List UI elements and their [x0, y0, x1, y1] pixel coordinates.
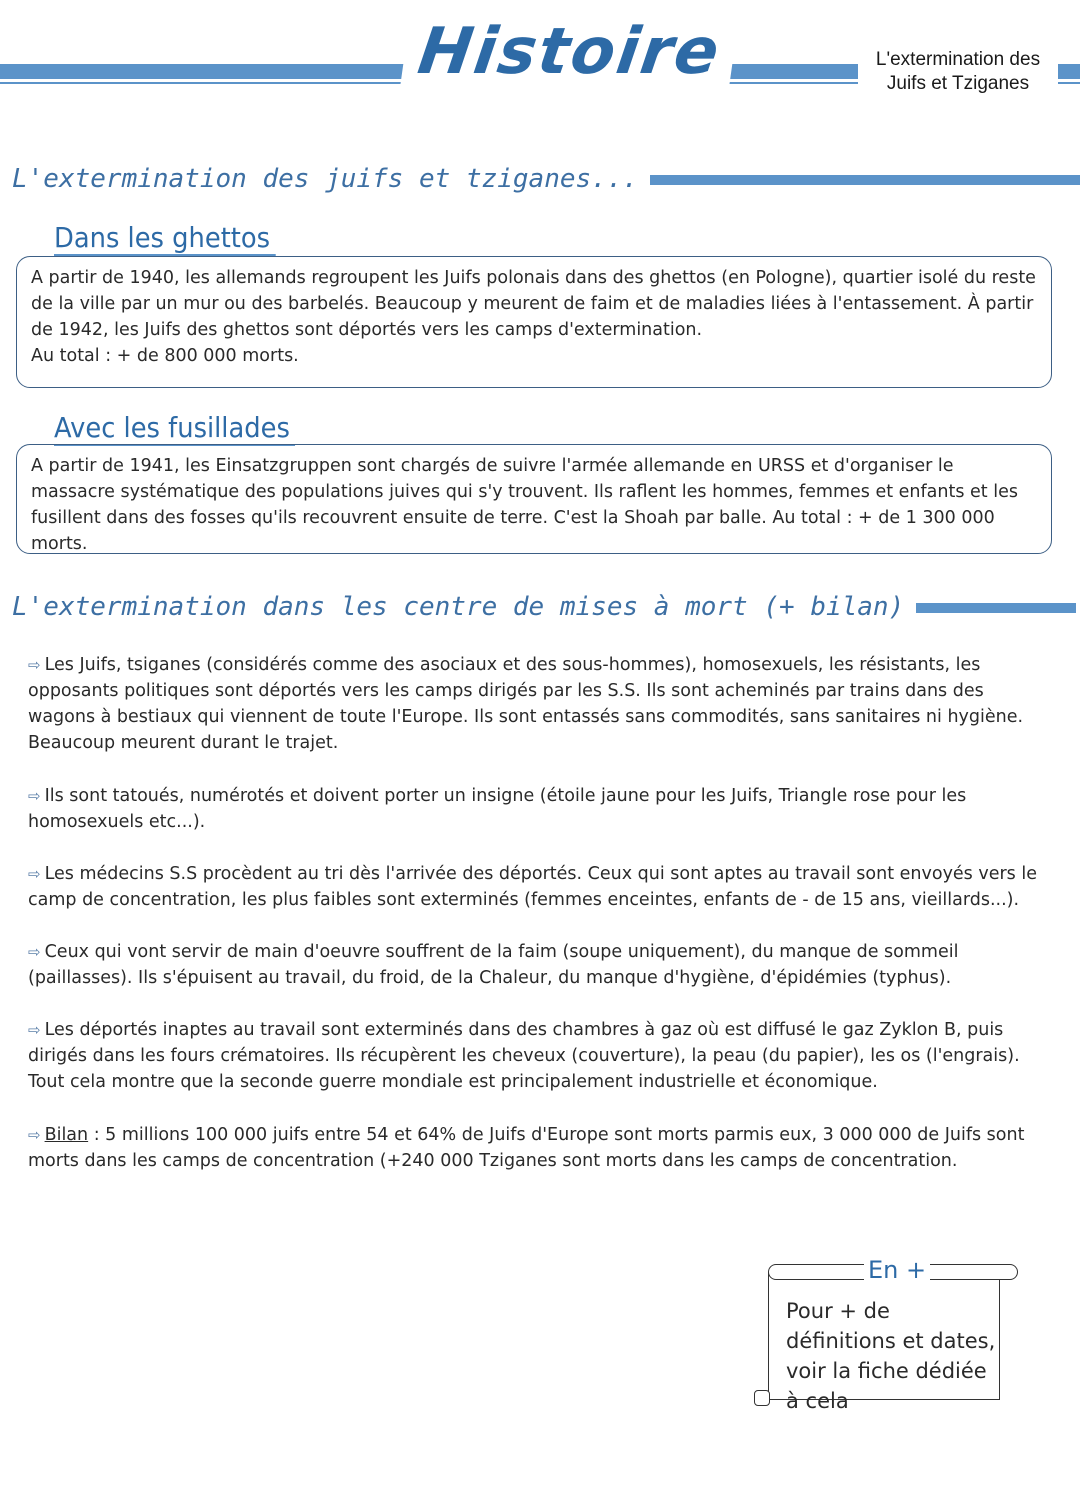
- arrow-icon: ⇨: [28, 1126, 41, 1144]
- ghettos-text: A partir de 1940, les allemands regroupent les Juifs polonais dans des ghettos (en Pologne), quartier isolé du reste de la ville par un mur ou des barbelés. Beaucoup y meurent de faim et de maladies liées à l'entassement. À partir de 1942, les Juifs des ghettos sont déportés vers les camps d'extermination.: [31, 268, 1036, 340]
- paragraph-main-oeuvre-text: Ceux qui vont servir de main d'oeuvre souffrent de la faim (soupe uniquement), du manque de sommeil (paillasses). Ils s'épuisent au travail, du froid, de la Chaleur, du manque d'hygiène, d'épidémies (typhus).: [28, 942, 959, 988]
- bilan-text: : 5 millions 100 000 juifs entre 54 et 64% de Juifs d'Europe sont morts parmis eux, 3 000 000 de Juifs sont morts dans les camps de concentration (+240 000 Tziganes sont morts dans les camps de concentration.: [28, 1125, 1025, 1171]
- section-heading-2-text: L'extermination dans les centre de mises à mort (+ bilan): [12, 592, 905, 622]
- ghettos-box: [16, 256, 1052, 388]
- arrow-icon: ⇨: [28, 943, 41, 961]
- arrow-icon: ⇨: [28, 865, 41, 883]
- scroll-curl-icon: [754, 1390, 770, 1406]
- arrow-icon: ⇨: [28, 656, 41, 674]
- paragraph-main-oeuvre: [28, 939, 1048, 991]
- paragraph-bilan: [28, 1122, 1048, 1174]
- section-heading-1-rule: [650, 175, 1080, 185]
- section-heading-1-text: L'extermination des juifs et tziganes...: [12, 164, 639, 194]
- paragraph-deportation: [28, 652, 1048, 756]
- paragraph-deportation-text: Les Juifs, tsiganes (considérés comme des asociaux et des sous-hommes), homosexuels, les résistants, les opposants politiques sont déportés vers les camps dirigés par les S.S. Ils sont acheminés par trains dans des wagons à bestiaux qui viennent de toute l'Europe. Ils sont entassés sans commodités, sans sanitaires ni hygiène. Beaucoup meurent durant le trajet.: [28, 655, 1024, 753]
- section-heading-2: [12, 592, 1076, 622]
- arrow-icon: ⇨: [28, 787, 41, 805]
- subheading-fusillades: Avec les fusillades: [54, 412, 295, 446]
- paragraph-chambres-gaz: [28, 1017, 1048, 1095]
- section-heading-2-rule: [916, 603, 1076, 613]
- paragraph-tri-text: Les médecins S.S procèdent au tri dès l'arrivée des déportés. Ceux qui sont aptes au travail sont envoyés vers le camp de concentration, les plus faibles sont exterminés (femmes enceintes, enfants de - de 15 ans, vieillards...).: [28, 864, 1037, 910]
- note-scroll: [754, 1256, 1022, 1413]
- paragraph-tri: [28, 861, 1048, 913]
- note-text: Pour + de définitions et dates, voir la fiche dédiée à cela: [786, 1299, 996, 1413]
- paragraph-tatoues-text: Ils sont tatoués, numérotés et doivent porter un insigne (étoile jaune pour les Juifs, Triangle rose pour les homosexuels etc...).: [28, 786, 967, 832]
- fusillades-box: [16, 444, 1052, 554]
- note-heading: En +: [864, 1256, 930, 1284]
- subject-line-2: Juifs et Tziganes: [886, 73, 1030, 94]
- ghettos-total: Au total : + de 800 000 morts.: [31, 346, 299, 366]
- section-heading-1: [12, 164, 1080, 194]
- page-title: Histoire: [399, 6, 741, 98]
- subject-label: [858, 48, 1058, 96]
- paragraph-chambres-gaz-text: Les déportés inaptes au travail sont exterminés dans des chambres à gaz où est diffusé le gaz Zyklon B, puis dirigés dans les fours crématoires. Ils récupèrent les cheveux (couverture), la peau (du papier), les os (l'engrais).: [28, 1020, 1020, 1066]
- subject-line-1: L'extermination des: [875, 49, 1041, 70]
- paragraph-conclusion: Tout cela montre que la seconde guerre mondiale est principalement industrielle et économique.: [28, 1072, 878, 1092]
- paragraph-tatoues: [28, 783, 1048, 835]
- fusillades-text: A partir de 1941, les Einsatzgruppen sont chargés de suivre l'armée allemande en URSS et d'organiser le massacre systématique des populations juives qui s'y trouvent. Ils raflent les hommes, femmes et enfants et les fusillent dans des fosses qu'ils recouvrent ensuite de terre. C'est la Shoah par balle. Au total : + de 1 300 000 morts.: [31, 456, 1018, 554]
- arrow-icon: ⇨: [28, 1021, 41, 1039]
- bilan-label: Bilan: [44, 1125, 89, 1145]
- subheading-ghettos: Dans les ghettos: [54, 222, 276, 256]
